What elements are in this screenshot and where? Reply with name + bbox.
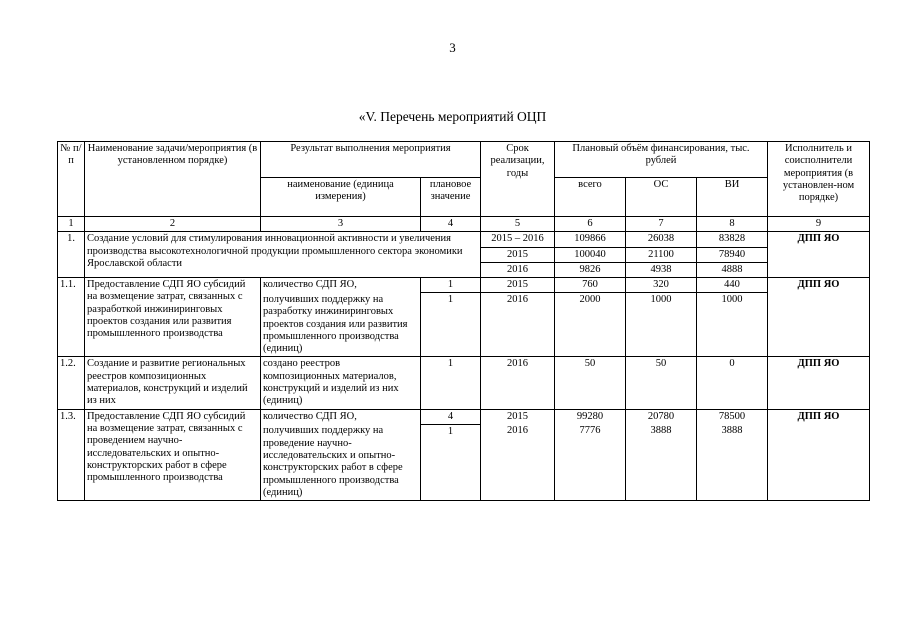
executor-cell: ДПП ЯО: [768, 357, 870, 409]
col-number: 2: [85, 217, 261, 232]
total-cell: 9826: [555, 262, 626, 277]
period-cell: 2016: [481, 357, 555, 409]
header-vi: ВИ: [697, 178, 768, 217]
col-number: 1: [58, 217, 85, 232]
header-result-name: наименование (единица измерения): [261, 178, 421, 217]
vi-cell: 0: [697, 357, 768, 409]
value-cell: 1: [421, 278, 481, 293]
result-name: создано реестров композиционных материалов, конструкций и изделий из них (единиц): [261, 357, 421, 409]
vi-cell: 1000: [697, 293, 768, 357]
period-cell: 2015: [481, 247, 555, 262]
col-number: 5: [481, 217, 555, 232]
measures-table: [57, 141, 870, 501]
vi-cell: 83828: [697, 232, 768, 247]
os-cell: 20780: [626, 409, 697, 424]
executor-cell: ДПП ЯО: [768, 232, 870, 278]
value-cell: 1: [421, 424, 481, 500]
col-number: 3: [261, 217, 421, 232]
measure-name: Предоставление СДП ЯО субсидий на возмещение затрат, связанных с проведением научно-исследовательских и опытно-конструкторских работ в сфере промышленного производства: [85, 409, 261, 501]
executor-cell: ДПП ЯО: [768, 409, 870, 501]
value-cell: 1: [421, 293, 481, 357]
value-cell: 4: [421, 409, 481, 424]
document-title: «V. Перечень мероприятий ОЦП: [358, 109, 547, 124]
period-cell: 2016: [481, 262, 555, 277]
os-cell: 50: [626, 357, 697, 409]
os-cell: 1000: [626, 293, 697, 357]
total-cell: 100040: [555, 247, 626, 262]
result-name: получивших поддержку на разработку инжиниринговых проектов создания или развития промышленного производства (единиц): [261, 293, 421, 357]
vi-cell: 78500: [697, 409, 768, 424]
total-cell: 2000: [555, 293, 626, 357]
col-number: 7: [626, 217, 697, 232]
col-number: 8: [697, 217, 768, 232]
header-funding: Плановый объём финансирования, тыс. рублей: [555, 142, 768, 178]
executor-cell: ДПП ЯО: [768, 278, 870, 357]
value-cell: 1: [421, 357, 481, 409]
column-number-row: [58, 217, 870, 232]
measure-name: Предоставление СДП ЯО субсидий на возмещение затрат, связанных с разработкой инжиниринговых проектов создания или развития промышленного производства: [85, 278, 261, 357]
header-num: № п/п: [58, 142, 85, 217]
header-name: Наименование задачи/мероприятия (в установленном порядке): [85, 142, 261, 217]
header-period: Срок реализации, годы: [481, 142, 555, 217]
total-cell: 50: [555, 357, 626, 409]
period-cell: 2015: [481, 409, 555, 424]
result-name: количество СДП ЯО,: [261, 409, 421, 424]
period-cell: 2016: [481, 424, 555, 500]
header-result-value: плановое значение: [421, 178, 481, 217]
period-cell: 2015: [481, 278, 555, 293]
total-cell: 760: [555, 278, 626, 293]
table-row: [58, 357, 870, 409]
total-cell: 99280: [555, 409, 626, 424]
vi-cell: 3888: [697, 424, 768, 500]
header-total: всего: [555, 178, 626, 217]
table-row: [58, 278, 870, 293]
period-cell: 2015 – 2016: [481, 232, 555, 247]
period-cell: 2016: [481, 293, 555, 357]
os-cell: 21100: [626, 247, 697, 262]
vi-cell: 78940: [697, 247, 768, 262]
col-number: 4: [421, 217, 481, 232]
result-name: количество СДП ЯО,: [261, 278, 421, 293]
measure-name: Создание и развитие региональных реестров композиционных материалов, конструкций и изделий из них: [85, 357, 261, 409]
row-number: 1.1.: [58, 278, 85, 357]
os-cell: 4938: [626, 262, 697, 277]
result-name: получивших поддержку на проведение научно-исследовательских и опытно-конструкторских работ в сфере промышленного производства (единиц): [261, 424, 421, 500]
section-name: Создание условий для стимулирования инновационной активности и увеличения производства высокотехнологичной продукции промышленного сектора экономики Ярославской области: [85, 232, 481, 278]
row-number: 1.2.: [58, 357, 85, 409]
vi-cell: 440: [697, 278, 768, 293]
os-cell: 3888: [626, 424, 697, 500]
os-cell: 320: [626, 278, 697, 293]
col-number: 6: [555, 217, 626, 232]
col-number: 9: [768, 217, 870, 232]
row-number: 1.3.: [58, 409, 85, 501]
header-row: [58, 142, 870, 178]
header-result: Результат выполнения мероприятия: [261, 142, 481, 178]
header-executor: Исполнитель и соисполнители мероприятия (в установлен-ном порядке): [768, 142, 870, 217]
total-cell: 7776: [555, 424, 626, 500]
header-os: ОС: [626, 178, 697, 217]
page-number: 3: [449, 40, 456, 55]
row-number: 1.: [58, 232, 85, 278]
os-cell: 26038: [626, 232, 697, 247]
vi-cell: 4888: [697, 262, 768, 277]
table-row: [58, 409, 870, 424]
table-row: [58, 232, 870, 247]
total-cell: 109866: [555, 232, 626, 247]
